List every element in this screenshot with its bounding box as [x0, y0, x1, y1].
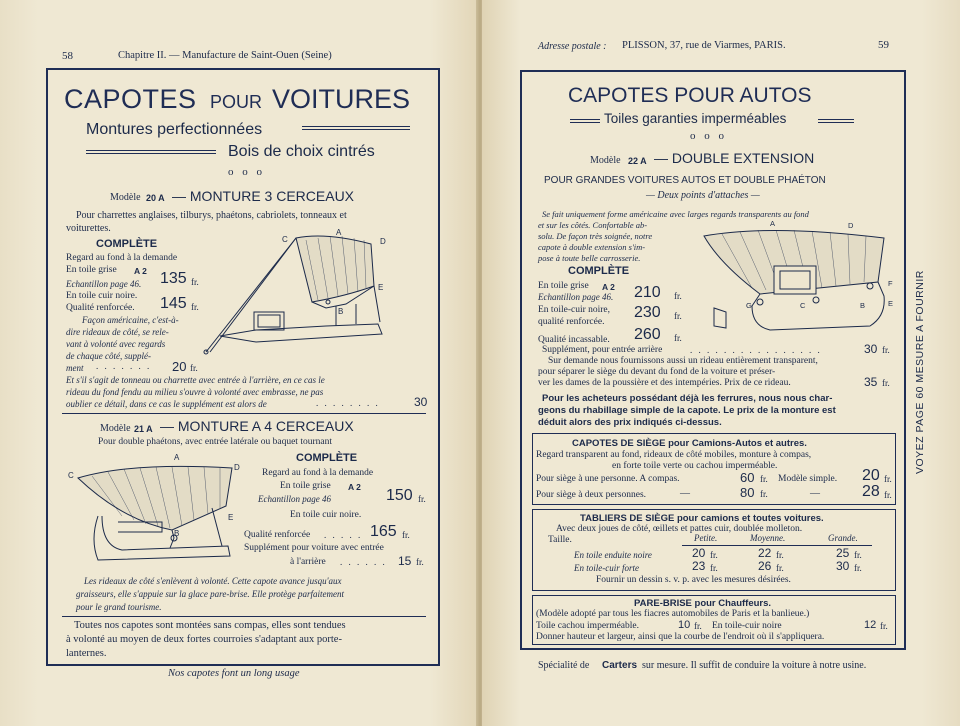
price-value: 30 [864, 342, 878, 356]
pare-brise-price-line: En toile-cuir noire [712, 621, 782, 631]
supplement-line: Supplément, pour entrée arrière [542, 345, 663, 355]
italic-note: pose à toute belle carrosserie. [538, 253, 641, 263]
franc-unit: fr. [710, 563, 718, 573]
price-value: 150 [386, 487, 413, 504]
price-line: Qualité renforcée [244, 530, 311, 540]
siege-price-line: Modèle simple. [778, 474, 838, 484]
model-label: Modèle [590, 155, 621, 166]
price-line: En toile grise [280, 481, 331, 491]
franc-unit: fr. [884, 490, 892, 500]
footer-text: à volonté au moyen de deux fortes courroies s'adaptant aux porte- [66, 634, 342, 645]
model-code-21a: 21 A [134, 424, 153, 434]
figure-letter: G [746, 301, 752, 310]
price-value: 210 [634, 284, 661, 301]
franc-unit: fr. [674, 311, 682, 321]
franc-unit: fr. [880, 621, 888, 631]
italic-note: vant à volonté avec regards [66, 339, 166, 349]
supplement-line: pour séparer le siège du devant du fond de la voiture et préser- [538, 367, 776, 377]
italic-note: solu. De façon très soignée, notre [538, 231, 653, 241]
siege-price-line: Pour siège à deux personnes. [536, 490, 647, 500]
sample-code: A 2 [348, 482, 361, 492]
complete-heading: COMPLÈTE [568, 265, 630, 277]
auto-hood-figure [700, 216, 896, 338]
franc-unit: fr. [776, 550, 784, 560]
franc-unit: fr. [694, 621, 702, 631]
left-subtitle-1: Montures perfectionnées [86, 121, 263, 138]
franc-unit: fr. [854, 550, 862, 560]
table-cell: 26 [758, 559, 772, 573]
italic-note: rideau du fond fendu au milieu s'ouvre à volonté avec embrasse, ne pas [66, 387, 324, 397]
page-number-right: 59 [878, 39, 889, 51]
table-cell: 20 [692, 546, 706, 560]
running-head-left: Chapitre II. — Manufacture de Saint-Ouen (Seine) [118, 50, 332, 61]
bottom-line-carters: Carters [602, 660, 638, 671]
bold-note: geons du rhabillage simple de la capote. Le prix de la monture est [538, 405, 836, 416]
table-column-header: Petite. [694, 533, 718, 543]
figure-letter: C [282, 235, 288, 244]
figure-letter: B [338, 307, 344, 316]
price-value: 10 [678, 619, 691, 631]
model-code-22a: 22 A [628, 156, 647, 166]
price-line: Echantillon page 46. [66, 279, 142, 289]
tabliers-desc: Avec deux joues de côté, œillets et pattes cuir, doublée molleton. [556, 524, 803, 534]
bottom-slogan: Nos capotes font un long usage [168, 668, 300, 679]
figure-letter: E [888, 299, 894, 308]
table-row-label: En toile enduite noire [574, 550, 652, 560]
siege-desc: en forte toile verte ou cachou imperméable. [612, 461, 778, 471]
price-line: En toile cuir noire. [66, 291, 138, 301]
pare-brise-price-line: Toile cachou imperméable. [536, 621, 639, 631]
franc-unit: fr. [416, 557, 424, 567]
price-value: 145 [160, 295, 187, 312]
model-code-20a: 20 A [146, 193, 165, 203]
model-20a-title: — MONTURE 3 CERCEAUX [172, 188, 355, 204]
price-value: 165 [370, 523, 397, 540]
bold-note: déduit alors des prix indiqués ci-dessus. [538, 417, 722, 428]
leader-dots: . . . . . . [340, 557, 387, 567]
italic-note: graisseurs, elle s'appuie sur la glace pare-brise. Elle protège parfaitement [76, 589, 344, 599]
left-page [0, 0, 478, 726]
price-line: En toile-cuir noire, [538, 305, 611, 315]
hood-4-hoops-figure [62, 450, 242, 572]
model-label: Modèle [110, 192, 141, 203]
hood-3-hoops-figure [196, 226, 426, 358]
price-line: En toile cuir noire. [290, 510, 362, 520]
model-22a-subtitle: POUR GRANDES VOITURES AUTOS ET DOUBLE PHAÉTON [544, 175, 826, 186]
price-line: En toile grise [538, 281, 589, 291]
section-divider [62, 413, 426, 414]
figure-letter: A [174, 453, 180, 462]
leader-dots: . . . . . . . [96, 361, 152, 371]
figure-letter: B [174, 529, 180, 538]
table-label: Taille. [548, 535, 572, 545]
table-row-label: En toile-cuir forte [574, 563, 639, 573]
price-value: 80 [740, 485, 755, 500]
price-value: 28 [862, 483, 880, 500]
figure-letter: A [770, 219, 776, 228]
complete-heading: COMPLÈTE [296, 452, 358, 464]
franc-unit: fr. [418, 494, 426, 504]
left-subtitle-2: Bois de choix cintrés [228, 143, 375, 160]
franc-unit: fr. [884, 474, 892, 484]
price-line: Qualité renforcée. [66, 303, 135, 313]
table-column-header: Grande. [828, 533, 858, 543]
franc-unit: fr. [760, 474, 768, 484]
table-column-header: Moyenne. [750, 533, 786, 543]
italic-note: Et s'il s'agit de tonneau ou charrette avec entrée à l'arrière, en ce cas le [66, 375, 325, 385]
left-title-voitures: VOITURES [272, 84, 411, 114]
left-title-pour: POUR [210, 92, 263, 112]
price-line: Qualité incassable. [538, 335, 610, 345]
table-cell: 25 [836, 546, 850, 560]
tabliers-title: TABLIERS DE SIÈGE pour camions et toutes voitures. [580, 513, 824, 524]
leader-dots: . . . . . . . . . . . . . . . . [690, 345, 822, 355]
franc-unit: fr. [402, 530, 410, 540]
price-line: qualité renforcée. [538, 317, 605, 327]
dash: — [680, 488, 690, 499]
bold-note: Pour les acheteurs possédant déjà les ferrures, nous nous char- [542, 393, 833, 404]
running-head-right: Adresse postale : [538, 41, 607, 52]
price-line: Regard au fond à la demande [66, 253, 178, 263]
italic-note: Les rideaux de côté s'enlèvent à volonté. Cette capote avance jusqu'aux [84, 576, 342, 586]
price-value: 20 [172, 359, 187, 374]
italic-note: oublier ce détail, dans ce cas le supplément est alors de [66, 399, 267, 409]
price-value: 60 [740, 470, 755, 485]
italic-note: ment [66, 363, 84, 373]
italic-note: Se fait uniquement forme américaine avec larges regards transparents au fond [542, 209, 809, 219]
price-line: Echantillon page 46 [258, 494, 331, 504]
figure-letter: E [228, 513, 234, 522]
title-rule [570, 119, 600, 123]
footer-text: lanternes. [66, 648, 107, 659]
italic-note: Façon américaine, c'est-à- [82, 315, 179, 325]
bottom-line: Spécialité de [538, 660, 590, 671]
figure-letter: F [888, 279, 893, 288]
supplement-line: Sur demande nous fournissons aussi un rideau entièrement transparent, [548, 356, 818, 366]
pare-brise-title: PARE-BRISE pour Chauffeurs. [634, 598, 772, 609]
vertical-side-note: VOYEZ PAGE 60 MESURE A FOURNIR [914, 270, 926, 474]
price-value: 30 [414, 395, 428, 409]
complete-heading: COMPLÈTE [96, 238, 158, 250]
right-subtitle: Toiles garanties imperméables [604, 111, 787, 126]
siege-desc: Regard transparent au fond, rideaux de côté mobiles, monture à compas, [536, 450, 812, 460]
pare-brise-desc: (Modèle adopté par tous les fiacres automobiles de Paris et la banlieue.) [536, 609, 810, 619]
franc-unit: fr. [674, 291, 682, 301]
model-21a-title: — MONTURE A 4 CERCEAUX [160, 418, 354, 434]
price-value: 35 [864, 375, 878, 389]
title-rule [818, 119, 854, 123]
ornament: o o o [228, 166, 265, 178]
price-line: Echantillon page 46. [538, 292, 614, 302]
model-20a-intro: Pour charrettes anglaises, tilburys, phaétons, cabriolets, tonneaux et [76, 210, 347, 221]
figure-letter: D [234, 463, 240, 472]
pare-brise-desc: Donner hauteur et largeur, ainsi que la courbe de l'endroit où il s'appliquera. [536, 632, 825, 642]
franc-unit: fr. [854, 563, 862, 573]
leader-dots: . . . . . . . . [316, 398, 380, 408]
sample-code: A 2 [602, 282, 615, 292]
franc-unit: fr. [191, 277, 199, 287]
siege-price-line: Pour siège à une personne. A compas. [536, 474, 680, 484]
model-21a-intro: Pour double phaétons, avec entrée latérale ou baquet tournant [98, 437, 332, 447]
price-value: 15 [398, 554, 412, 568]
running-head-address: PLISSON, 37, rue de Viarmes, PARIS. [622, 40, 786, 51]
figure-letter: C [68, 471, 74, 480]
sample-code: A 2 [134, 266, 147, 276]
italic-note: dire rideaux de côté, se rele- [66, 327, 169, 337]
page-number-left: 58 [62, 50, 73, 62]
model-22a-title: — DOUBLE EXTENSION [654, 150, 815, 166]
price-line: Supplément pour voiture avec entrée [244, 543, 384, 553]
franc-unit: fr. [710, 550, 718, 560]
right-title: CAPOTES POUR AUTOS [568, 84, 812, 107]
table-cell: 30 [836, 559, 850, 573]
siege-title: CAPOTES DE SIÈGE pour Camions-Autos et autres. [572, 438, 807, 449]
right-page [482, 0, 960, 726]
price-value: 12 [864, 619, 877, 631]
title-rule [302, 126, 410, 130]
italic-note: et sur les côtés. Confortable ab- [538, 220, 648, 230]
italic-note: pour le grand tourisme. [76, 602, 162, 612]
model-22a-attach: — Deux points d'attaches — [646, 190, 760, 201]
price-line: En toile grise [66, 265, 117, 275]
figure-letter: D [848, 221, 854, 230]
model-20a-intro: voiturettes. [66, 223, 111, 234]
table-cell: 22 [758, 546, 772, 560]
tabliers-note: Fournir un dessin s. v. p. avec les mesures désirées. [596, 575, 791, 585]
figure-letter: E [378, 283, 384, 292]
dash: — [810, 488, 820, 499]
franc-unit: fr. [882, 345, 890, 355]
bottom-line: sur mesure. Il suffit de conduire la voiture à notre usine. [642, 660, 867, 671]
franc-unit: fr. [190, 363, 198, 373]
title-rule [86, 150, 216, 154]
figure-letter: C [800, 301, 806, 310]
franc-unit: fr. [674, 333, 682, 343]
italic-note: de chaque côté, supplé- [66, 351, 151, 361]
franc-unit: fr. [776, 563, 784, 573]
model-label: Modèle [100, 423, 131, 434]
leader-dots: . . . . . [324, 530, 363, 540]
franc-unit: fr. [760, 489, 768, 499]
table-cell: 23 [692, 559, 706, 573]
franc-unit: fr. [882, 378, 890, 388]
price-value: 135 [160, 270, 187, 287]
price-value: 20 [862, 467, 880, 484]
figure-letter: A [336, 228, 342, 237]
footer-text: Toutes nos capotes sont montées sans compas, elles sont tendues [74, 620, 346, 631]
price-line: Regard au fond à la demande [262, 468, 374, 478]
franc-unit: fr. [191, 302, 199, 312]
figure-letter: B [860, 301, 866, 310]
italic-note: capote à double extension s'im- [538, 242, 646, 252]
price-value: 260 [634, 326, 661, 343]
section-divider [62, 616, 426, 617]
supplement-line: ver les dames de la poussière et des intempéries. Prix de ce rideau. [538, 378, 791, 388]
ornament: o o o [690, 130, 727, 142]
left-title-capotes: CAPOTES [64, 84, 197, 114]
price-line: à l'arrière [290, 557, 326, 567]
price-value: 230 [634, 304, 661, 321]
figure-letter: D [380, 237, 386, 246]
